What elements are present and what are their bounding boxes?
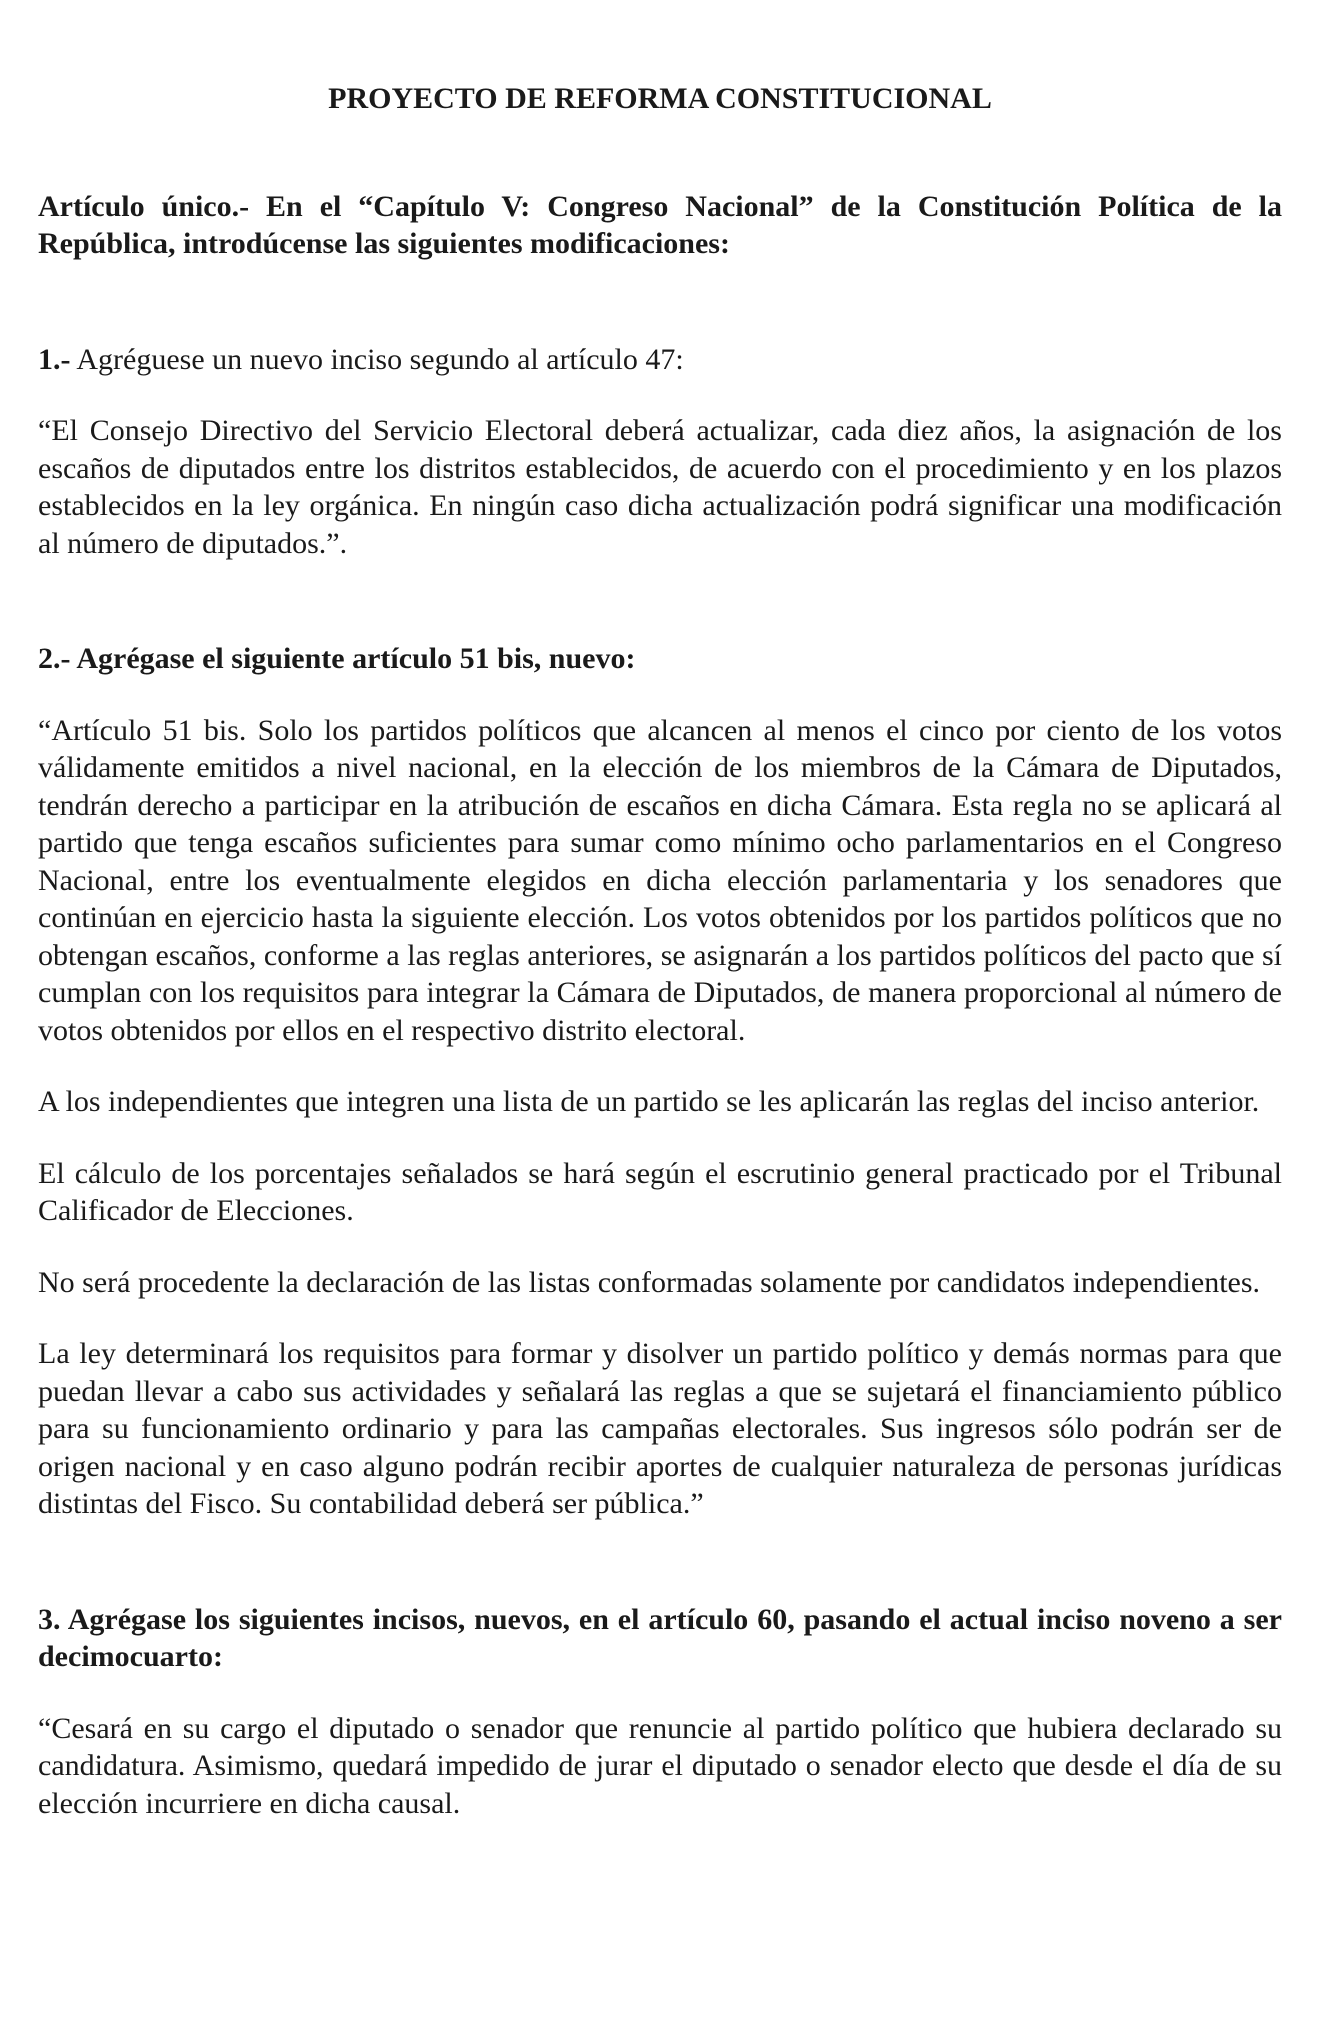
section-3-heading: 3. Agrégase los siguientes incisos, nuevos, en el artículo 60, pasando el actual inciso noveno a ser decimocuarto: [38,1602,1282,1673]
section-2-paragraph-2: A los independientes que integren una lista de un partido se les aplicarán las reglas del inciso anterior. [38,1085,1260,1118]
section-2-heading: 2.- Agrégase el siguiente artículo 51 bis, nuevo: [38,642,636,675]
section-3-paragraph-1: “Cesará en su cargo el diputado o senador que renuncie al partido político que hubiera declarado su candidatura. Asimismo, quedará impedido de jurar el diputado o senador electo que desde el día de su elección incurriere en dicha causal. [38,1711,1282,1820]
section-2-paragraph-4: No será procedente la declaración de las listas conformadas solamente por candidatos independientes. [38,1265,1261,1299]
section-1-paragraph: “El Consejo Directivo del Servicio Electoral deberá actualizar, cada diez años, la asignación de los escaños de diputados entre los distritos establecidos, de acuerdo con el procedimiento y en los plazos establecidos en la ley orgánica. En ningún caso dicha actualización podrá significar una modificación al número de diputados.”. [38,414,1282,560]
section-2-paragraph-5: La ley determinará los requisitos para formar y disolver un partido político y demás normas para que puedan llevar a cabo sus actividades y señalará las reglas a que se sujetará el financiamiento público para su funcionamiento ordinario y para las campañas electorales. Sus ingresos sólo podrán ser de origen nacional y en caso alguno podrán recibir aportes de cualquier naturaleza de personas jurídicas distintas del Fisco. Su contabilidad deberá ser pública.” [38,1337,1282,1520]
section-2-paragraph-1: “Artículo 51 bis. Solo los partidos políticos que alcancen al menos el cinco por ciento de los votos válidamente emitidos a nivel nacional, en la elección de los miembros de la Cámara de Diputados, tendrán derecho a participar en la atribución de escaños en dicha Cámara. Esta regla no se aplicará al partido que tenga escaños suficientes para sumar como mínimo ocho parlamentarios en el Congreso Nacional, entre los eventualmente elegidos en dicha elección parlamentaria y los senadores que continúan en ejercicio hasta la siguiente elección. Los votos obtenidos por los partidos políticos que no obtengan escaños, conforme a las reglas anteriores, se asignarán a los partidos políticos del pacto que sí cumplan con los requisitos para integrar la Cámara de Diputados, de manera proporcional al número de votos obtenidos por ellos en el respectivo distrito electoral. [38,713,1282,1047]
document-title: PROYECTO DE REFORMA CONSTITUCIONAL [328,82,992,115]
section-2-paragraph-3: El cálculo de los porcentajes señalados se hará según el escrutinio general practicado por el Tribunal Calificador de Elecciones. [38,1156,1282,1227]
intro-paragraph: Artículo único.- En el “Capítulo V: Congreso Nacional” de la Constitución Política de la República, introdúcense las siguientes modificaciones: [38,189,1282,260]
section-1-heading [38,341,1282,379]
section-1-heading-text: Agréguese un nuevo inciso segundo al artículo 47: [76,342,684,376]
section-1-number: 1.- [38,342,71,376]
